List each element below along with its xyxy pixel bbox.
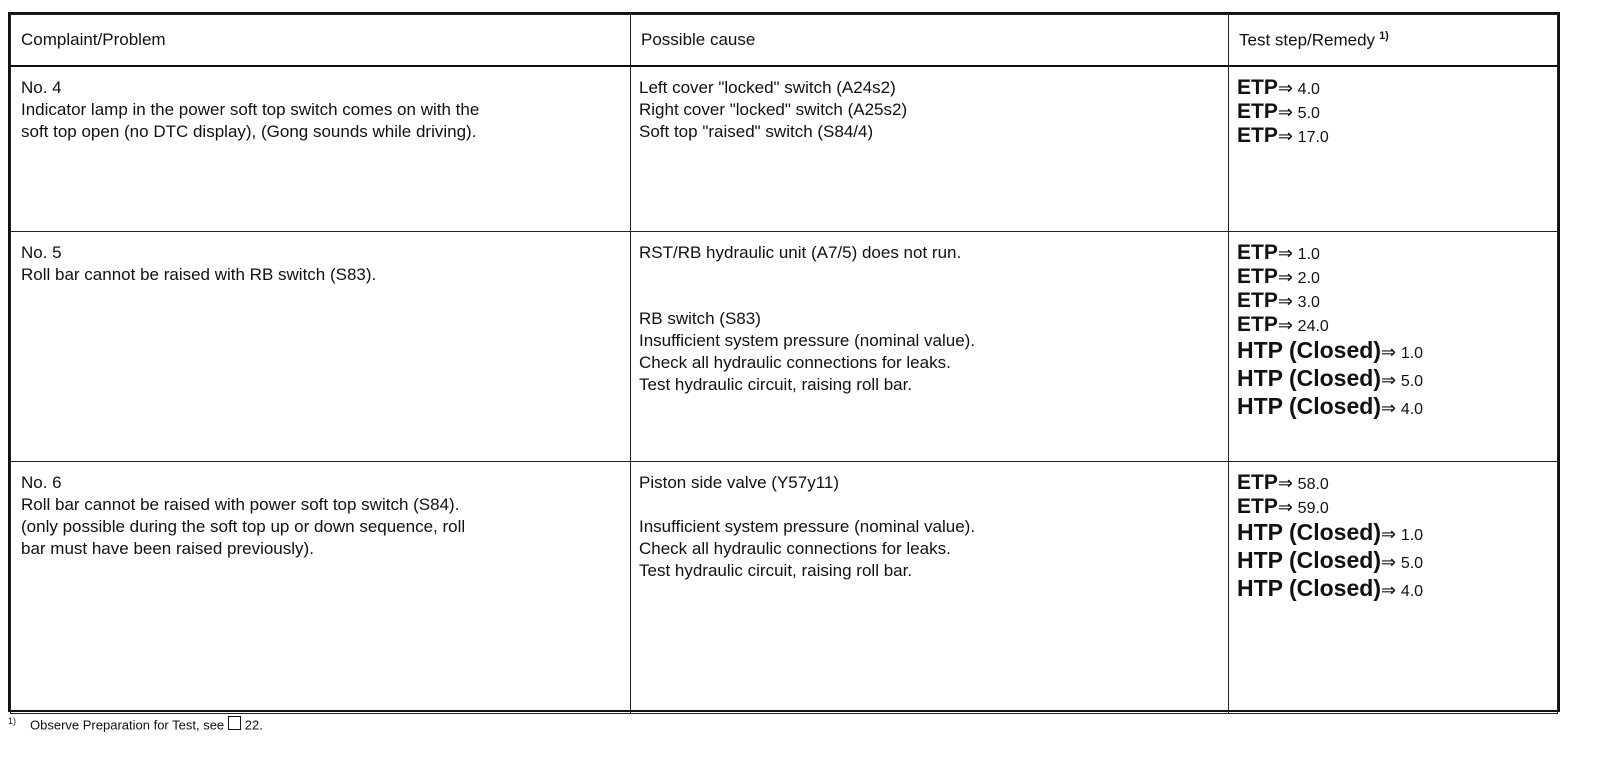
test-step-procedure: HTP (Closed) <box>1237 392 1381 419</box>
test-step <box>1237 576 1547 604</box>
cause-spacer <box>639 494 1218 516</box>
complaint-text-line: (only possible during the soft top up or down sequence, roll <box>21 516 466 536</box>
double-arrow-icon: ⇒ <box>1277 242 1293 263</box>
cause-text-line: Test hydraulic circuit, raising roll bar. <box>639 560 913 580</box>
double-arrow-icon: ⇒ <box>1380 523 1397 544</box>
cause-text-line: Right cover "locked" switch (A25s2) <box>639 100 908 119</box>
cause-text-line: Test hydraulic circuit, raising roll bar. <box>639 374 913 394</box>
test-step-number: 5.0 <box>1297 105 1320 122</box>
test-step-procedure: ETP <box>1237 494 1278 518</box>
test-step-procedure: ETP <box>1237 470 1278 494</box>
double-arrow-icon: ⇒ <box>1277 496 1293 517</box>
double-arrow-icon: ⇒ <box>1380 579 1397 600</box>
remedy-cell <box>1229 461 1558 713</box>
footnote <box>8 716 263 732</box>
cause-text-line: Left cover "locked" switch (A24s2) <box>639 78 896 97</box>
test-step-number: 58.0 <box>1297 475 1329 493</box>
test-step <box>1237 125 1547 149</box>
troubleshooting-table <box>10 14 1558 714</box>
test-step-number: 4.0 <box>1297 81 1320 98</box>
complaint-text-line: Roll bar cannot be raised with RB switch (S83). <box>21 264 377 284</box>
test-step <box>1237 314 1547 338</box>
test-step-procedure: ETP <box>1237 288 1278 312</box>
test-step <box>1237 290 1547 314</box>
double-arrow-icon: ⇒ <box>1380 341 1397 362</box>
cause-text-line: Check all hydraulic connections for leaks. <box>639 538 951 558</box>
book-reference-icon <box>228 716 241 730</box>
double-arrow-icon: ⇒ <box>1277 472 1293 493</box>
test-step <box>1237 338 1547 366</box>
test-step-procedure: HTP (Closed) <box>1237 574 1381 601</box>
footnote-marker: 1) <box>1379 29 1389 42</box>
test-step <box>1237 548 1547 576</box>
test-step-procedure: ETP <box>1237 312 1278 336</box>
complaint-text-line: Indicator lamp in the power soft top switch comes on with the <box>21 100 480 119</box>
test-step <box>1237 394 1547 422</box>
test-step <box>1237 520 1547 548</box>
test-step <box>1237 266 1547 290</box>
test-step-procedure: ETP <box>1237 240 1278 264</box>
header-cause: Possible cause <box>631 15 1229 67</box>
cause-text-line: Soft top "raised" switch (S84/4) <box>639 122 874 141</box>
complaint-text-line: Roll bar cannot be raised with power soft top switch (S84). <box>21 494 460 514</box>
footnote-text: Observe Preparation for Test, see <box>30 717 225 733</box>
test-step-number: 17.0 <box>1297 129 1329 146</box>
cause-text-line: Piston side valve (Y57y11) <box>639 472 840 492</box>
test-step-number: 1.0 <box>1297 245 1320 263</box>
cause-spacer <box>639 286 1218 308</box>
test-step-procedure: ETP <box>1237 264 1278 288</box>
test-step-procedure: ETP <box>1237 76 1278 99</box>
footnote-page: 22. <box>244 717 263 733</box>
test-step-procedure: HTP (Closed) <box>1237 546 1381 573</box>
test-step-procedure: ETP <box>1237 100 1278 123</box>
cause-cell <box>631 66 1229 231</box>
cause-text-line: Insufficient system pressure (nominal value). <box>639 516 976 536</box>
header-row <box>11 15 1558 67</box>
test-step-number: 59.0 <box>1297 499 1329 517</box>
double-arrow-icon: ⇒ <box>1277 314 1293 335</box>
test-step-procedure: HTP (Closed) <box>1237 364 1381 391</box>
complaint-number: No. 4 <box>21 78 62 97</box>
cause-cell <box>631 231 1229 461</box>
table-row <box>11 231 1558 461</box>
complaint-cell <box>11 231 631 461</box>
test-step <box>1237 77 1547 101</box>
complaint-number: No. 6 <box>21 472 62 492</box>
header-remedy: Test step/Remedy $^{1)}$ <box>1229 15 1558 67</box>
cause-spacer <box>639 264 1218 286</box>
double-arrow-icon: ⇒ <box>1380 397 1397 418</box>
test-step-number: 5.0 <box>1400 554 1424 572</box>
header-complaint: Complaint/Problem <box>11 15 631 67</box>
double-arrow-icon: ⇒ <box>1277 290 1293 311</box>
double-arrow-icon: ⇒ <box>1277 126 1293 146</box>
test-step-procedure: ETP <box>1237 124 1278 147</box>
test-step-number: 2.0 <box>1297 269 1320 287</box>
remedy-cell <box>1229 231 1558 461</box>
table-row <box>11 66 1558 231</box>
double-arrow-icon: ⇒ <box>1380 369 1397 390</box>
test-step-number: 1.0 <box>1400 344 1424 362</box>
complaint-text-line: bar must have been raised previously). <box>21 538 314 558</box>
cause-text-line: Check all hydraulic connections for leaks. <box>639 352 951 372</box>
test-step-procedure: HTP (Closed) <box>1237 336 1381 363</box>
cause-cell <box>631 461 1229 713</box>
test-step-number: 1.0 <box>1400 526 1424 544</box>
remedy-cell <box>1229 66 1558 231</box>
test-step-number: 24.0 <box>1297 317 1329 335</box>
complaint-cell <box>11 66 631 231</box>
test-step <box>1237 242 1547 266</box>
test-step-number: 4.0 <box>1400 582 1424 600</box>
test-step <box>1237 366 1547 394</box>
cause-text-line: RST/RB hydraulic unit (A7/5) does not run. <box>639 242 962 262</box>
test-step-number: 4.0 <box>1400 400 1424 418</box>
test-step-procedure: HTP (Closed) <box>1237 518 1381 545</box>
complaint-text-line: soft top open (no DTC display), (Gong sounds while driving). <box>21 122 477 141</box>
double-arrow-icon: ⇒ <box>1380 551 1397 572</box>
table-row <box>11 461 1558 713</box>
cause-text-line: Insufficient system pressure (nominal value). <box>639 330 976 350</box>
footnote-number: 1) <box>8 716 17 726</box>
double-arrow-icon: ⇒ <box>1277 266 1293 287</box>
troubleshooting-table-frame <box>8 12 1560 712</box>
test-step-number: 3.0 <box>1297 293 1320 311</box>
test-step <box>1237 472 1547 496</box>
complaint-number: No. 5 <box>21 242 62 262</box>
cause-text-line: RB switch (S83) <box>639 308 761 328</box>
test-step <box>1237 496 1547 520</box>
complaint-cell <box>11 461 631 713</box>
double-arrow-icon: ⇒ <box>1277 78 1293 98</box>
test-step-number: 5.0 <box>1400 372 1424 390</box>
double-arrow-icon: ⇒ <box>1277 102 1293 122</box>
test-step <box>1237 101 1547 125</box>
